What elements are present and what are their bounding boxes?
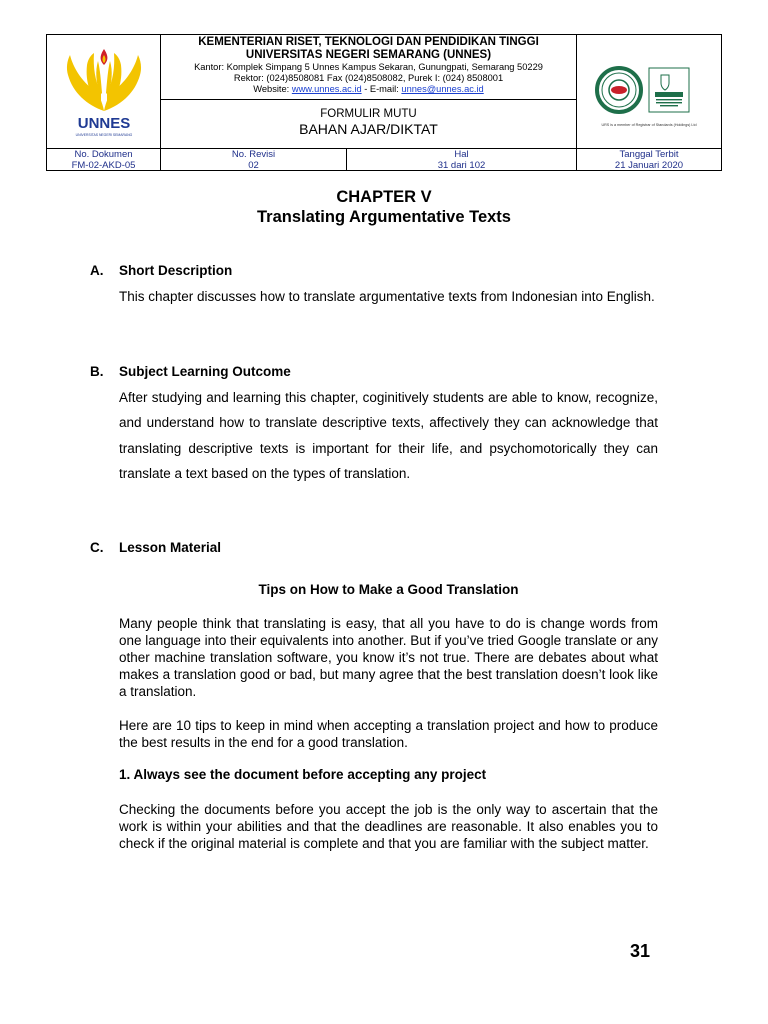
certification-cell [577, 35, 721, 148]
chapter-title: Translating Argumentative Texts [257, 208, 511, 226]
form-title-cell [161, 100, 577, 148]
section-c-heading: C. Lesson Material [90, 540, 222, 555]
form-title-line1: FORMULIR MUTU [320, 108, 417, 120]
meta-revision: No. Revisi 02 [161, 149, 347, 170]
lesson-subtitle: Tips on How to Make a Good Translation [258, 582, 519, 597]
unnes-logo-icon [47, 35, 161, 147]
form-title-line2: BAHAN AJAR/DIKTAT [299, 121, 438, 137]
section-a-text: This chapter discusses how to translate argumentative texts from Indonesian into English. [119, 289, 655, 304]
meta-publish-date: Tanggal Terbit 21 Januari 2020 [614, 149, 684, 171]
institution-web-line [161, 84, 576, 95]
page-number: 31 [630, 941, 651, 961]
section-b-heading: B. Subject Learning Outcome [90, 364, 291, 379]
email-link[interactable]: unnes@unnes.ac.id [401, 84, 484, 94]
institution-line2: UNIVERSITAS NEGERI SEMARANG (UNNES) [245, 49, 492, 61]
tip-1-heading: 1. Always see the document before accepting any project [119, 767, 487, 782]
document-header-table [46, 34, 722, 171]
section-a-heading: A. Short Description [90, 263, 233, 278]
meta-page: Hal 31 dari 102 [347, 149, 577, 170]
lesson-paragraph-1: Many people think that translating is easy, that all you have to do is change words from one language into their equivalents into another. But if you’ve tried Google translate or any other machine translation software, you know it’s not true. There are debates about what makes a translation good or bad, but many agree that the best translation doesn’t look like a translation. [119, 616, 658, 699]
document-meta-row [47, 148, 721, 170]
svg-text:UNIVERSITAS NEGERI SEMARANG: UNIVERSITAS NEGERI SEMARANG [75, 133, 133, 137]
chapter-number: CHAPTER V [336, 188, 432, 206]
institution-line1: KEMENTERIAN RISET, TEKNOLOGI DAN PENDIDIKAN TINGGI [198, 36, 539, 48]
meta-doc-number: No. Dokumen FM-02-AKD-05 [47, 149, 161, 170]
certification-seals-icon [577, 35, 721, 147]
institution-address: Kantor: Komplek Simpang 5 Unnes Kampus Sekaran, Gunungpati, Semarang 50229 [194, 62, 543, 72]
institution-contact: Rektor: (024)8508081 Fax (024)8508082, Purek I: (024) 8508001 [233, 73, 504, 83]
lesson-paragraph-2: Here are 10 tips to keep in mind when accepting a translation project and how to produce the best results in the end for a good translation. [119, 718, 658, 750]
email-label: - E-mail: [361, 84, 402, 94]
svg-text:URS is a member of Registrar o: URS is a member of Registrar of Standards (Holdings) Ltd [601, 123, 697, 127]
institution-cell [161, 35, 577, 100]
lesson-paragraph-3: Checking the documents before you accept the job is the only way to ascertain that the work is within your abilities and that the deadlines are reasonable. It also enables you to check if the original material is complete and that you are familiar with the subject matter. [119, 802, 658, 851]
website-label: Website: [253, 84, 292, 94]
logo-cell [47, 35, 161, 148]
website-link[interactable]: www.unnes.ac.id [291, 84, 362, 94]
svg-text:UNNES: UNNES [77, 115, 131, 132]
section-b-text: After studying and learning this chapter, coginitively students are able to know, recognize, and understand how to translate descriptive texts, affectively they can acknowledge that translating descriptive texts is important for their life, and psychomotorically they can translate a text based on the types of translation. [119, 390, 658, 481]
